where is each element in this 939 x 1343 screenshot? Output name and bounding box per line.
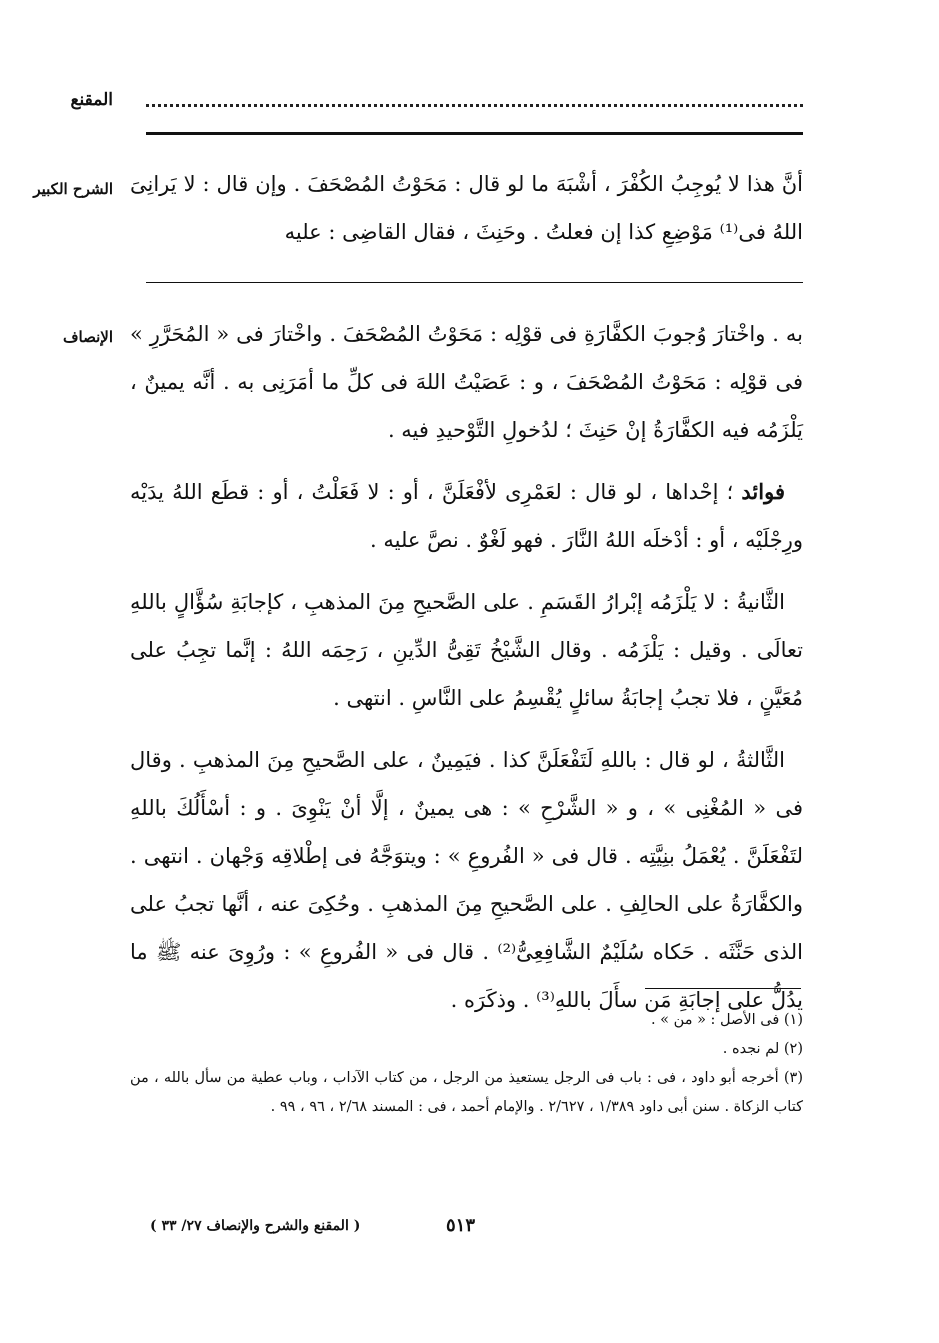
footnote-3: (٣) أخرجه أبو داود ، فى : باب فى الرجل يستعيذ من الرجل ، من كتاب الآداب ، وباب عطية من سأل بالله ، من كتاب الزكاة . سنن أبى داود ١/٣٨٩ ، ٢/٦٢٧ . والإمام أحمد ، فى : المسند ٢/٦٨ ، ٩٦ ، ٩٩ . xyxy=(130,1070,803,1115)
fawaid-heading: فوائد xyxy=(741,479,785,504)
sharh-section xyxy=(130,160,803,256)
sharh-paragraph: أنَّ هذا لا يُوجِبُ الكُفْرَ ، أشْبَهَ ما لو قال : مَحَوْتُ المُصْحَفَ . وإن قال : لا يَرانِىَ اللهُ فى⁽¹⁾ مَوْضِعِ كذا إن فعلتُ . وحَنِثَ ، فقال القاضِى : عليه xyxy=(130,172,803,244)
side-label-insaf: الإنصاف xyxy=(62,328,113,346)
footer-signature: ( المقنع والشرح والإنصاف ٢٧/ ٣٣ ) xyxy=(150,1218,361,1234)
running-header-title: المقنع xyxy=(70,90,113,110)
insaf-paragraph-3: الثَّانيةُ : لا يَلْزَمُه إبْرارُ القَسَمِ . على الصَّحيحِ مِنَ المذهبِ ، كإجابَةِ سُؤَّالٍ باللهِ تعالَى . وقيل : يَلْزَمُه . وقال الشَّيْخُ تَقِىُّ الدِّينِ ، رَحِمَه اللهُ : إنَّما تجِبُ على مُعَيَّنٍ ، فلا تجبُ إجابَةُ سائلٍ يُقْسِمُ على النَّاسِ . انتهى . xyxy=(130,590,803,710)
footnotes xyxy=(130,1006,803,1122)
insaf-paragraph-1: به . واخْتارَ وُجوبَ الكفَّارَةِ فى قوْلِه : مَحَوْتُ المُصْحَفَ . واخْتارَ فى « المُحَرَّرِ » فى قوْلِه : مَحَوْتُ المُصْحَفَ ، و : عَصَيْتُ اللهَ فى كلِّ ما أمَرَنِى به . أنَّه يمينٌ ، يَلْزَمُه فيه الكفَّارَةُ إنْ حَنِثَ ؛ لدُخولِ التَّوْحيدِ فيه . xyxy=(130,322,803,442)
footnote-2: (٢) لم نجده . xyxy=(722,1041,803,1057)
insaf-paragraph-2-text: ؛ إحْداها ، لو قال : لعَمْرِى لأفْعَلَنَّ ، أو : لا فَعَلْتُ ، أو : قطَع اللهُ يدَيْه ورِجْلَيْه ، أو : أدْخلَه اللهُ النَّارَ . فهو لَغْوٌ . نصَّ عليه . xyxy=(130,480,803,552)
header-rule xyxy=(146,132,803,135)
insaf-paragraph-4: الثَّالثةُ ، لو قال : باللهِ لَتَفْعَلَنَّ كذا . فيَمِينٌ ، على الصَّحيحِ مِنَ المذهبِ . وقال فى « المُغْنِى » ، و « الشَّرْحِ » : هى يمينٌ ، إلَّا أنْ يَنْوِىَ . و : أسْأَلُكَ باللهِ لتَفْعَلَنَّ . يُعْمَلُ بنِيَّتِه . قال فى « الفُروعِ » : ويتوَجَّهُ فى إطْلاقِه وَجْهان . انتهى . والكفَّارَةُ على الحالِفِ . على الصَّحيحِ مِنَ المذهبِ . وحُكِىَ عنه ، أنَّها تجبُ على الذى حَنَّثَه . حَكاه سُلَيْمٌ الشَّافِعِىُّ⁽²⁾ . قال فى « الفُروعِ » : ورُوِىَ عنه ﷺ ما يدُلُّ على إجابَةِ مَن سأَلَ باللهِ⁽³⁾ . وذكَرَه . xyxy=(130,748,803,1012)
footnote-1: (١) فى الأصل : « من » . xyxy=(650,1012,803,1028)
footnote-rule xyxy=(645,988,801,989)
side-label-sharh: الشرح الكبير xyxy=(33,180,113,198)
insaf-paragraph-2 xyxy=(130,468,803,564)
header-dotted-rule xyxy=(146,104,803,107)
page-number: ٥١٣ xyxy=(446,1215,476,1236)
section-divider xyxy=(146,282,803,283)
insaf-section xyxy=(130,310,803,1024)
